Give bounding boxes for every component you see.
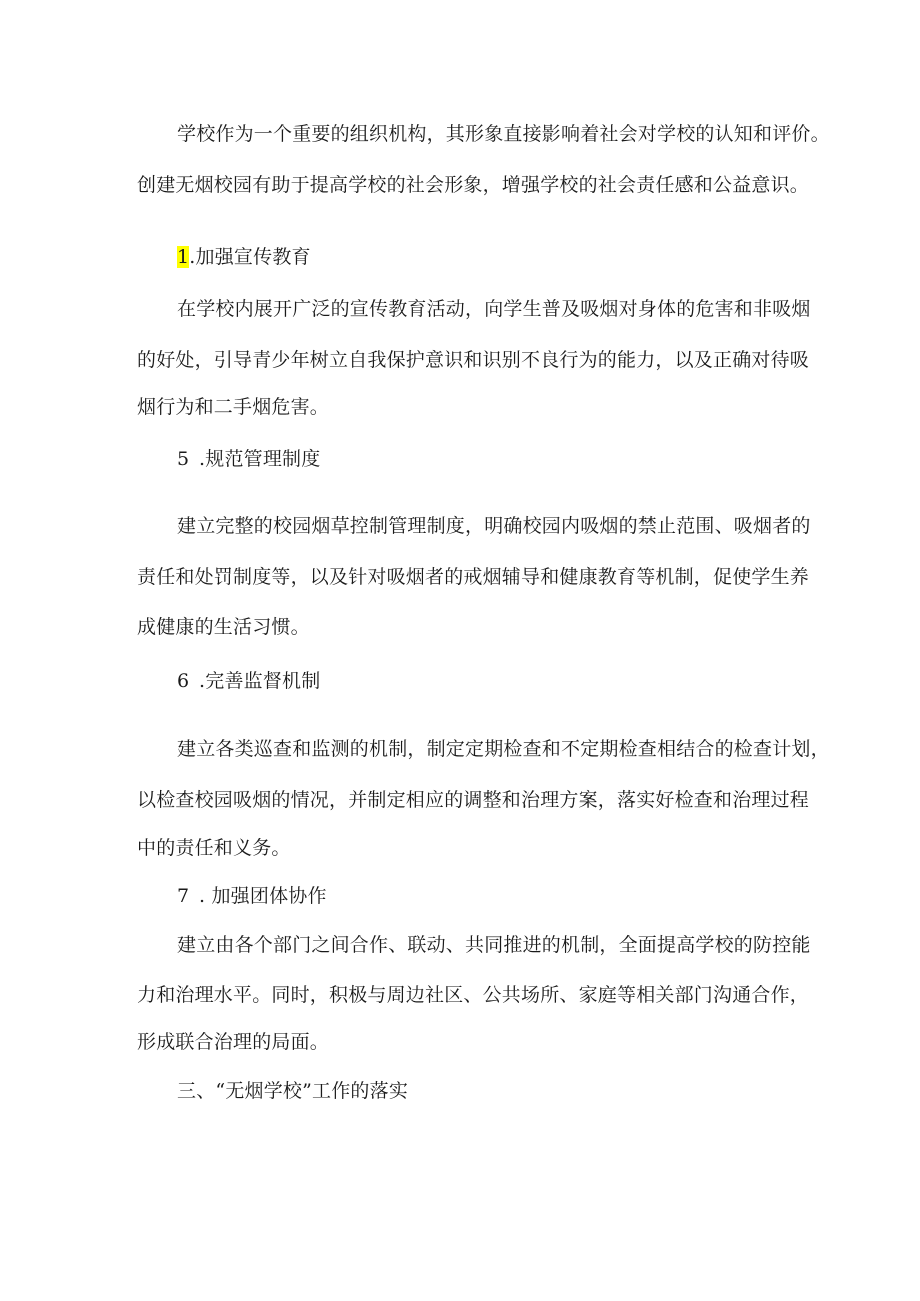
section-7-paragraph-line-3: 形成联合治理的局面。 xyxy=(137,1031,330,1053)
section-5-paragraph-line-1: 建立完整的校园烟草控制管理制度，明确校园内吸烟的禁止范围、吸烟者的 xyxy=(177,515,811,537)
section-6-title: .完善监督机制 xyxy=(199,670,321,692)
section-5-number: 5 xyxy=(177,448,190,470)
section-6-paragraph-line-2: 以检查校园吸烟的情况，并制定相应的调整和治理方案，落实好检查和治理过程 xyxy=(137,789,810,811)
section-7-heading xyxy=(177,884,327,908)
section-1-paragraph-line-3: 烟行为和二手烟危害。 xyxy=(137,396,330,418)
section-6-paragraph-line-3: 中的责任和义务。 xyxy=(137,837,291,859)
section-5-title: .规范管理制度 xyxy=(199,448,321,470)
section-6-paragraph-line-1: 建立各类巡查和监测的机制，制定定期检查和不定期检查相结合的检查计划， xyxy=(177,738,830,760)
section-6-heading xyxy=(177,669,320,693)
intro-paragraph-line-2: 创建无烟校园有助于提高学校的社会形象，增强学校的社会责任感和公益意识。 xyxy=(137,174,810,196)
section-7-paragraph-line-1: 建立由各个部门之间合作、联动、共同推进的机制，全面提高学校的防控能 xyxy=(177,934,811,956)
section-7-title: . 加强团体协作 xyxy=(199,885,327,907)
section-1-number: 1 xyxy=(177,246,190,268)
section-1-paragraph-line-2: 的好处，引导青少年树立自我保护意识和识别不良行为的能力，以及正确对待吸 xyxy=(137,349,810,371)
section-6-number: 6 xyxy=(177,670,190,692)
section-5-paragraph-line-2: 责任和处罚制度等，以及针对吸烟者的戒烟辅导和健康教育等机制，促使学生养 xyxy=(137,566,810,588)
section-1-title: .加强宣传教育 xyxy=(189,246,311,268)
section-5-paragraph-line-3: 成健康的生活习惯。 xyxy=(137,616,310,638)
section-3-heading: 三、“无烟学校”工作的落实 xyxy=(177,1080,409,1102)
section-5-heading xyxy=(177,447,320,471)
section-7-paragraph-line-2: 力和治理水平。同时，积极与周边社区、公共场所、家庭等相关部门沟通合作， xyxy=(137,984,810,1006)
intro-paragraph-line-1: 学校作为一个重要的组织机构，其形象直接影响着社会对学校的认知和评价。 xyxy=(177,123,830,145)
section-1-paragraph-line-1: 在学校内展开广泛的宣传教育活动，向学生普及吸烟对身体的危害和非吸烟 xyxy=(177,298,811,320)
section-1-heading xyxy=(177,245,311,269)
section-7-number: 7 xyxy=(177,885,190,907)
